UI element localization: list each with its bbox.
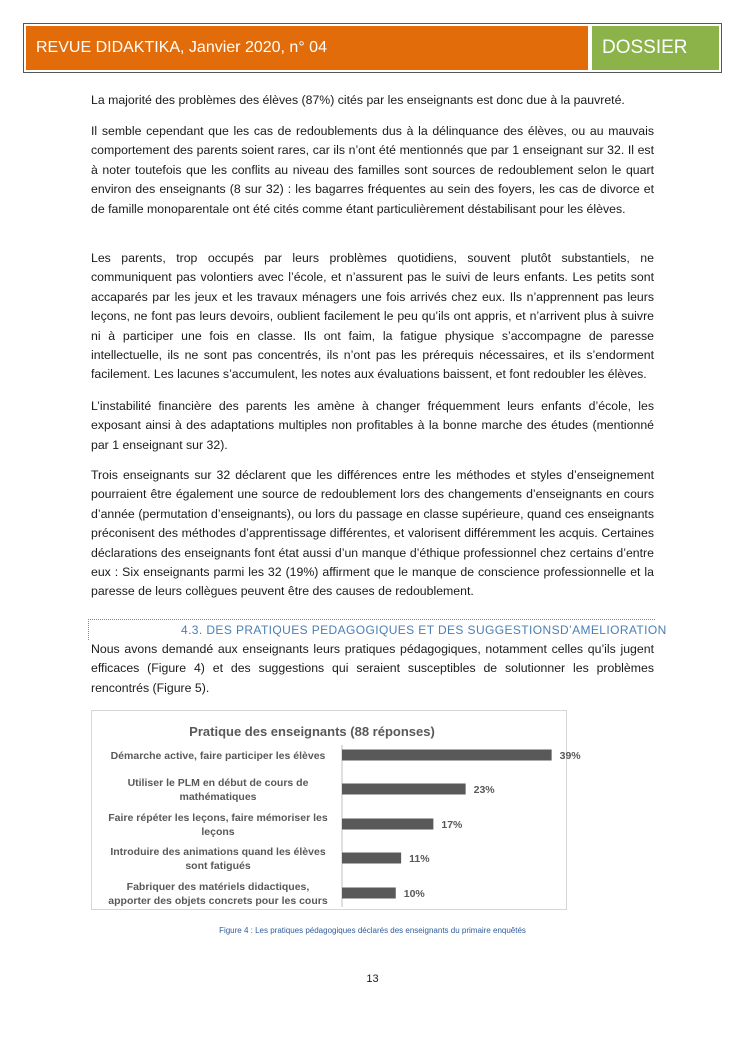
data-label: 10% (403, 888, 425, 900)
figure-caption: Figure 4 : Les pratiques pédagogiques déclarés des enseignants du primaire enquêtés (219, 926, 526, 935)
data-label: 39% (559, 750, 581, 762)
paragraph-6: Nous avons demandé aux enseignants leurs pratiques pédagogiques, notamment celles qu’ils jugent efficaces (Figure 4) et des suggestions qui seraient susceptibles de solutionner les problèmes rencontrés (Figure 5). (91, 642, 654, 695)
chart-svg (92, 711, 581, 909)
bar (342, 784, 466, 795)
page-number: 13 (366, 973, 379, 985)
bar (342, 853, 401, 864)
category-label: Fabriquer des matériels didactiques, (126, 881, 310, 893)
category-label: apporter des objets concrets pour les cours (108, 895, 328, 907)
section-heading-text: 4.3. DES PRATIQUES PEDAGOGIQUES ET DES SUGGESTIONSD’AMELIORATION (181, 623, 667, 637)
section-heading (88, 619, 667, 640)
data-label: 11% (409, 853, 430, 865)
category-label: Démarche active, faire participer les élèves (110, 750, 326, 762)
paragraph-4: L’instabilité financière des parents les amène à changer fréquemment leurs enfants d’école, les exposant ainsi à des adaptations multiples non profitables à la bonne marche des études (mentionné par 1 enseignant sur 32). (91, 399, 654, 452)
journal-title: REVUE DIDAKTIKA, Janvier 2020, n° 04 (26, 26, 588, 70)
bar (342, 888, 396, 899)
category-label: Introduire des animations quand les élèves (110, 846, 326, 858)
chart-title: Pratique des enseignants (88 réponses) (189, 724, 435, 739)
section-label: DOSSIER (592, 26, 719, 70)
paragraph-2: Il semble cependant que les cas de redoublements dus à la délinquance des élèves, ou au mauvais comportement des parents soient rares, car ils n’ont été mentionnés que par 1 enseignant sur 32. Il est à noter toutefois que les conflits au niveau des familles sont sources de redoublement selon le quart environ des enseignants (8 sur 32) : les bagarres fréquentes au sein des foyers, les cas de divorce et de famille monoparentale ont été cités comme étant particulièrement déstabilisant pour les élèves. (91, 124, 654, 216)
data-label: 23% (473, 784, 495, 796)
category-label: mathématiques (179, 791, 257, 803)
paragraph-3: Les parents, trop occupés par leurs problèmes quotidiens, souvent plutôt substantiels, ne communiquent pas volontiers avec l’école, et n’assurent pas le suivi de leurs enfants. Les petits sont accaparés par les jeux et les travaux ménagers une fois arrivés chez eux. Ils n’apprennent pas leurs leçons, ne font pas leurs devoirs, oublient facilement le peu qu’ils ont appris, et n’arrivent plus à suivre ni à participer une fois en classe. Ils ont faim, la fatigue physique s’accompagne de paresse intellectuelle, ils ne sont pas concentrés, ils n’ont pas les prérequis nécessaires, et ils s’endorment facilement. Les lacunes s’accumulent, les notes aux évaluations baissent, et font redoubler les élèves. (91, 251, 654, 382)
category-label: sont fatigués (185, 860, 251, 872)
category-label: Utiliser le PLM en début de cours de (127, 777, 309, 789)
paragraph-5: Trois enseignants sur 32 déclarent que les différences entre les méthodes et styles d’enseignement pourraient être également une source de redoublement lors des changements d’enseignants en cours d’année (permutation d’enseignants), ou lors du passage en classe supérieure, quand ces enseignants préconisent des méthodes d’apprentissage différentes, et valorisent différemment les acquis. Certaines déclarations des enseignants font état aussi d’un manque d’éthique professionnel chez certains d’entre eux : Six enseignants parmi les 32 (19%) affirment que le manque de conscience professionnelle et la paresse de leurs collègues peuvent être des causes de redoublement. (91, 468, 654, 599)
bar (342, 750, 552, 761)
category-label: Faire répéter les leçons, faire mémoriser les (108, 812, 328, 824)
data-label: 17% (441, 819, 463, 831)
paragraph-1: La majorité des problèmes des élèves (87%) cités par les enseignants est donc due à la pauvreté. (91, 93, 625, 107)
category-label: leçons (201, 826, 235, 838)
figure-4-chart (91, 710, 581, 910)
bar (342, 819, 433, 830)
